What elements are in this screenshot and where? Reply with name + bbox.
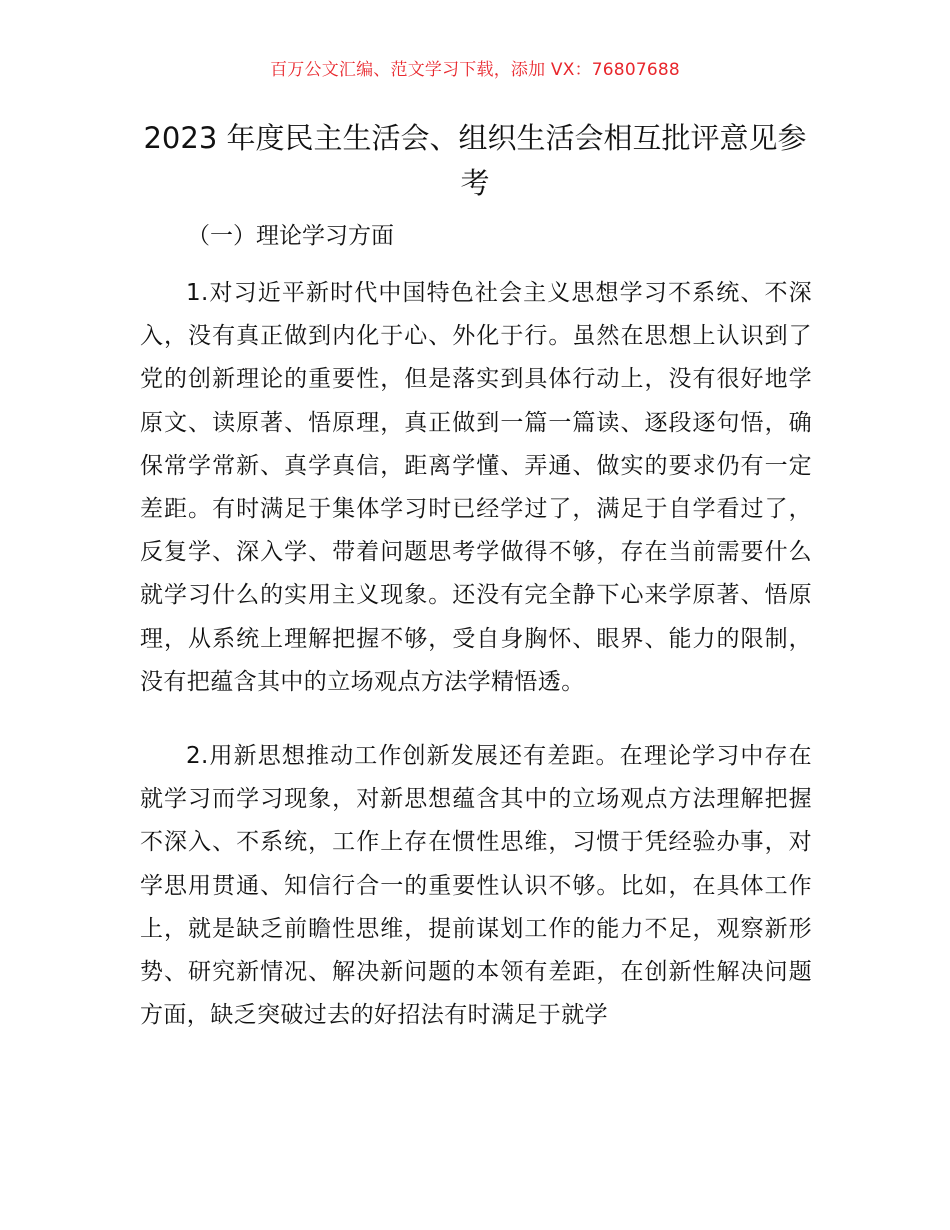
section-heading: （一）理论学习方面 bbox=[187, 223, 394, 249]
page-title: 2023 年度民主生活会、组织生活会相互批评意见参考 bbox=[143, 121, 807, 200]
paragraph-1: 1.对习近平新时代中国特色社会主义思想学习不系统、不深入，没有真正做到内化于心、外化于行。虽然在思想上认识到了党的创新理论的重要性，但是落实到具体行动上，没有很好地学原文、读原著、悟原理，真正做到一篇一篇读、逐段逐句悟，确保常学常新、真学真信，距离学懂、弄通、做实的要求仍有一定差距。有时满足于集体学习时已经学过了，满足于自学看过了，反复学、深入学、带着问题思考学做得不够，存在当前需要什么就学习什么的实用主义现象。还没有完全静下心来学原著、悟原理，从系统上理解把握不够，受自身胸怀、眼界、能力的限制，没有把蕴含其中的立场观点方法学精悟透。 bbox=[140, 280, 812, 695]
watermark-header: 百万公文汇编、范文学习下载，添加 VX：76807688 bbox=[270, 60, 680, 80]
paragraph-2: 2.用新思想推动工作创新发展还有差距。在理论学习中存在就学习而学习现象，对新思想蕴含其中的立场观点方法理解把握不深入、不系统，工作上存在惯性思维，习惯于凭经验办事，对学思用贯通、知信行合一的重要性认识不够。比如，在具体工作上，就是缺乏前瞻性思维，提前谋划工作的能力不足，观察新形势、研究新情况、解决新问题的本领有差距，在创新性解决问题方面，缺乏突破过去的好招法有时满足于就学 bbox=[140, 743, 812, 1029]
